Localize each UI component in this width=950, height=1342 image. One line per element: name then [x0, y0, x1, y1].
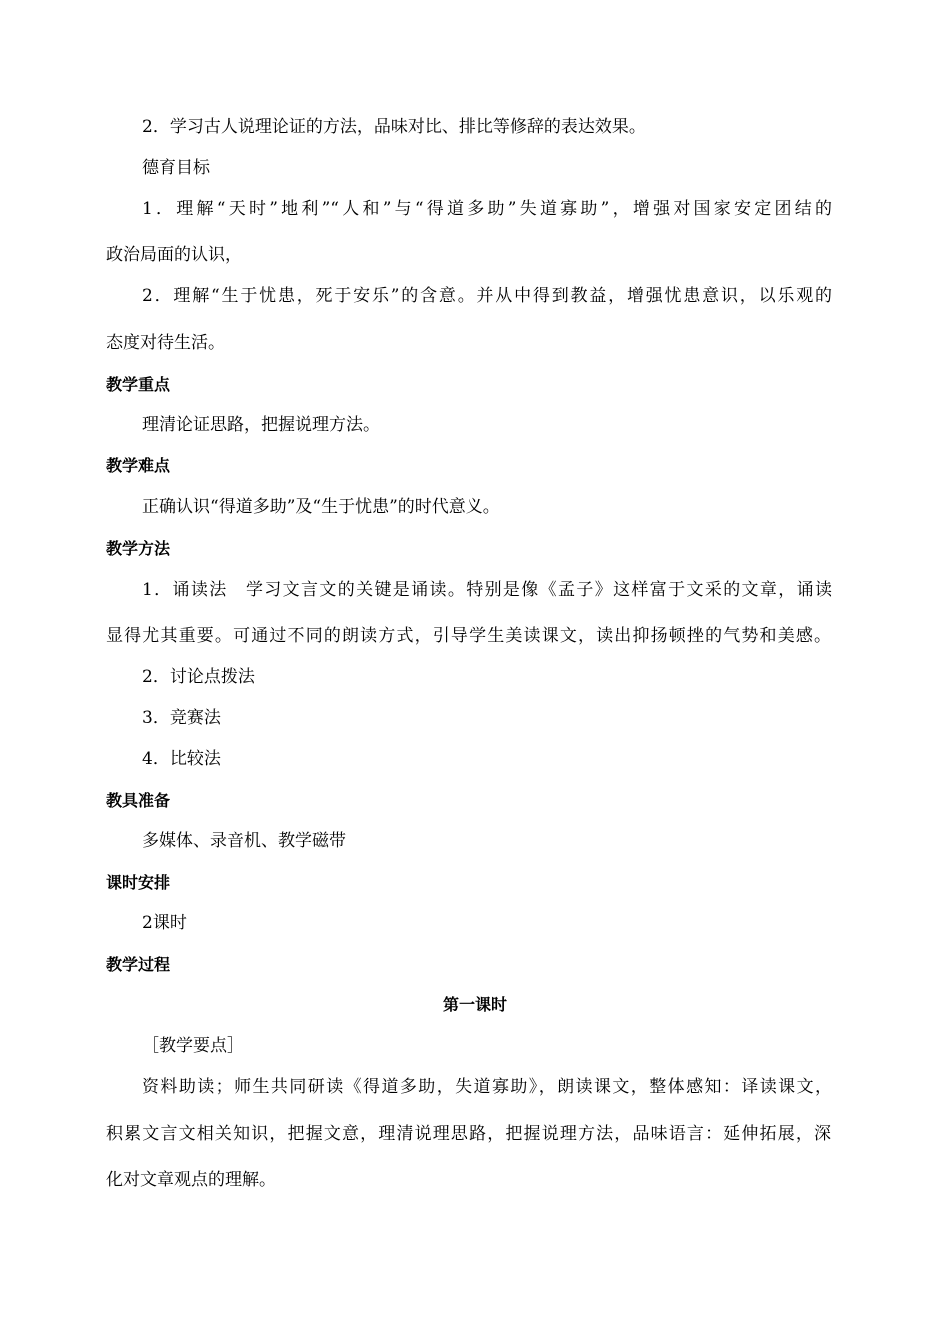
moral-goal-item-2-cont: 态度对待生活。	[106, 333, 225, 353]
teaching-key-points-label: ［教学要点］	[142, 1036, 244, 1056]
method-item-4: 4．比较法	[142, 749, 221, 769]
moral-goals-label: 德育目标	[142, 158, 210, 178]
key-points-text: 理清论证思路，把握说理方法。	[142, 415, 380, 435]
heading-teaching-methods: 教学方法	[106, 539, 171, 558]
method-item-2: 2．讨论点拨法	[142, 667, 255, 687]
difficult-points-text: 正确认识“得道多助”及“生于忧患”的时代意义。	[142, 497, 500, 517]
moral-goal-item-1: 1．理解“天时”地利”“人和”与“得道多助”失道寡助”，增强对国家安定团结的	[142, 199, 832, 219]
lesson-paragraph-line-2: 积累文言文相关知识，把握文意，理清说理思路，把握说理方法，品味语言：延伸拓展，深	[106, 1124, 831, 1144]
lesson-paragraph-line-1: 资料助读；师生共同研读《得道多助，失道寡助》，朗读课文，整体感知：译读课文，	[142, 1077, 832, 1097]
teaching-aids-text: 多媒体、录音机、教学磁带	[142, 831, 346, 851]
method-item-1-cont: 显得尤其重要。可通过不同的朗读方式，引导学生美读课文，读出抑扬顿挫的气势和美感。	[106, 626, 831, 646]
lesson-paragraph-line-3: 化对文章观点的理解。	[106, 1170, 276, 1190]
heading-first-lesson: 第一课时	[442, 995, 507, 1014]
moral-goal-item-1-cont: 政治局面的认识，	[106, 245, 242, 265]
heading-teaching-process: 教学过程	[106, 955, 171, 974]
moral-goal-item-2: 2．理解“生于忧患，死于安乐”的含意。并从中得到教益，增强忧患意识，以乐观的	[142, 286, 832, 306]
goal-item-2: 2．学习古人说理论证的方法，品味对比、排比等修辞的表达效果。	[142, 117, 646, 137]
heading-teaching-aids: 教具准备	[106, 791, 171, 810]
heading-difficult-points: 教学难点	[106, 456, 171, 475]
class-schedule-text: 2课时	[142, 913, 187, 933]
method-item-3: 3．竞赛法	[142, 708, 221, 728]
heading-key-points: 教学重点	[106, 375, 171, 394]
method-item-1: 1．诵读法 学习文言文的关键是诵读。特别是像《孟子》这样富于文采的文章，诵读	[142, 580, 832, 600]
heading-class-schedule: 课时安排	[106, 873, 171, 892]
